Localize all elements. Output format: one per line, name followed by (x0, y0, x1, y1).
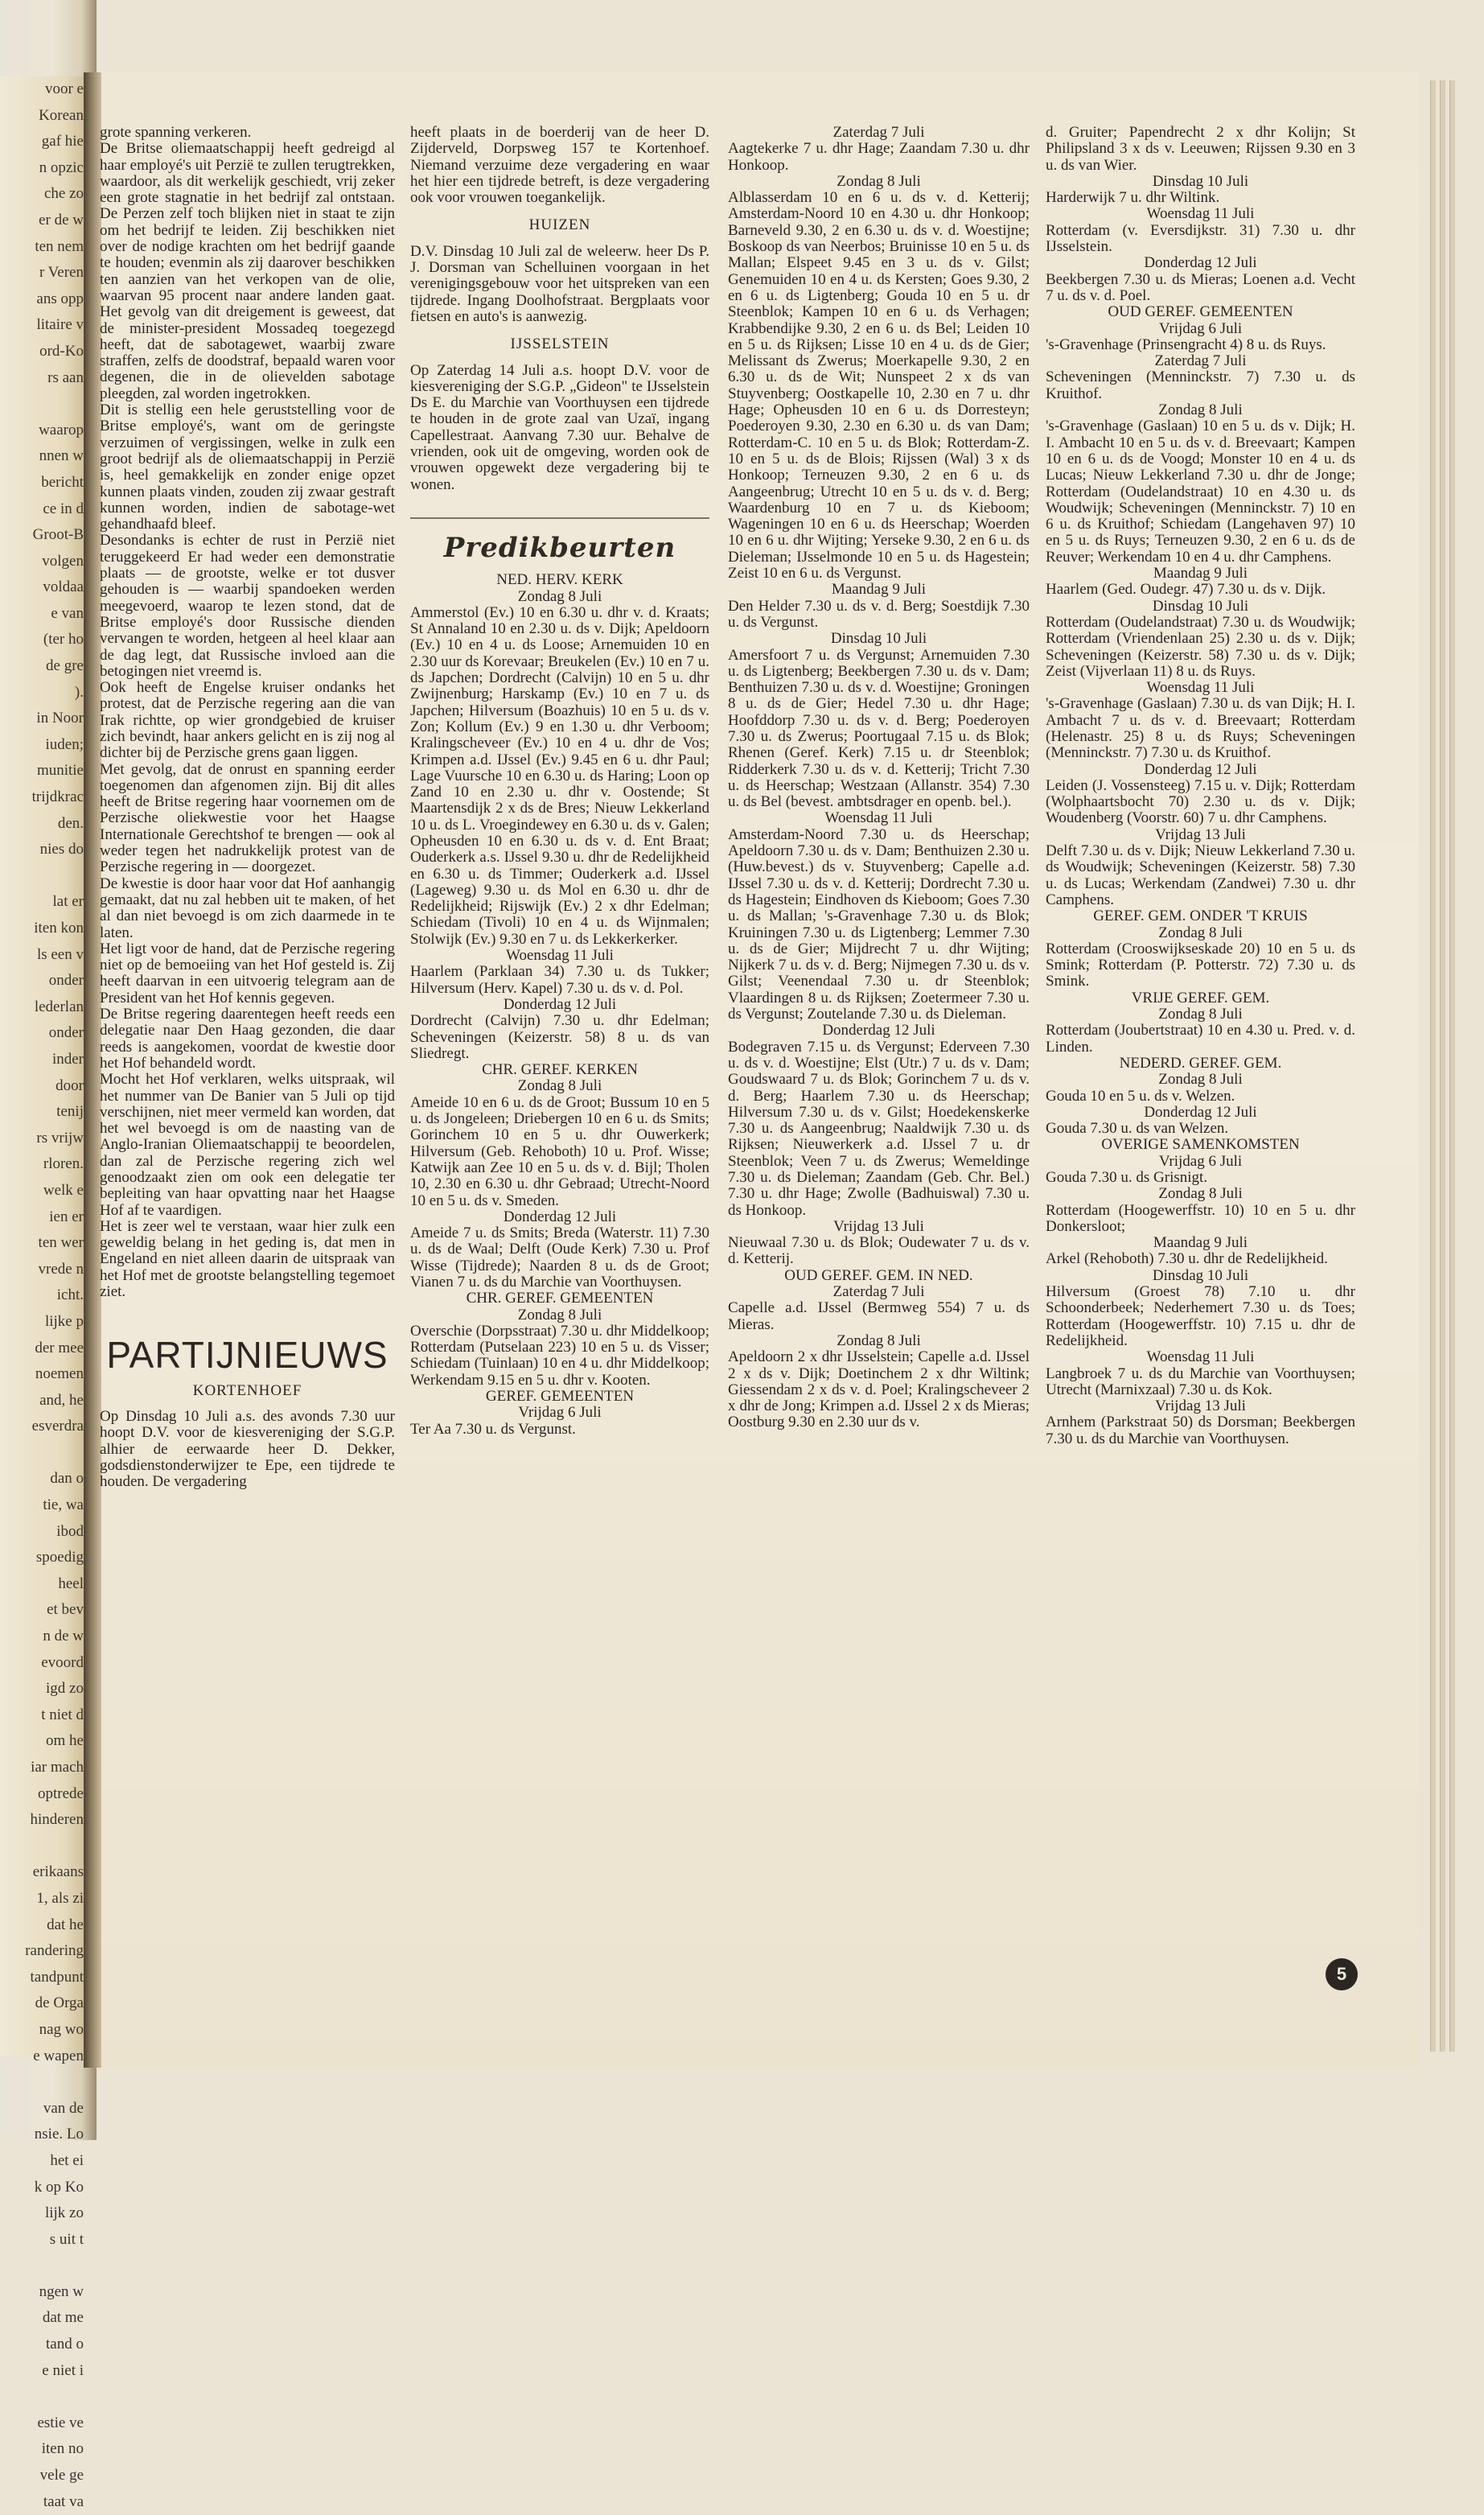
previous-page-fragment: rloren. (43, 1155, 84, 1173)
previous-page-fragment: litaire v (36, 316, 84, 334)
listing-text: Haarlem (Ged. Oudegr. 47) 7.30 u. ds v. Dijk. (1046, 581, 1326, 599)
previous-page-fragment: lederlan (34, 998, 84, 1015)
date-heading: Zondag 8 Juli (1158, 1185, 1243, 1203)
listing-text: Arnhem (Parkstraat 50) ds Dorsman; Beekbergen 7.30 u. ds du Marchie van Voorthuysen. (1046, 1414, 1355, 1447)
page-edge (1440, 80, 1445, 2052)
listing-text: 's-Gravenhage (Gaslaan) 7.30 u. ds van Dijk; H. I. Ambacht 7 u. ds v. d. Breevaart; Rotterdam (Helenastr. 25) 8 u. ds Ruys; Scheveningen (Menninckstr. 7) 7.30 u. ds Kruithof. (1046, 695, 1355, 762)
article-paragraph: D.V. Dinsdag 10 Juli zal de weleerw. heer Ds P. J. Dorsman van Schelluinen voorgaan in het verenigingsgebouw voor het uitspreken van een tijdrede. Ingang Doolhofstraat. Bergplaats voor fietsen en auto's is aanwezig. (410, 242, 709, 325)
date-heading: Vrijdag 13 Juli (1155, 825, 1246, 843)
article-paragraph: Het is zeer wel te verstaan, waar hier zulk een geweldig belang in het geding is, dat men in Engeland en niet alleen daarin de uitspraak van het Hof met de grootste belangstelling tegemoet ziet. (100, 1217, 395, 1301)
previous-page-fragment: der mee (35, 1339, 84, 1356)
listing-text: Leiden (J. Vossensteeg) 7.15 u. v. Dijk; Rotterdam (Wolphaartsbocht 70) 2.30 u. ds v. Dijk; Woudenberg (Voorstr. 60) 7 u. dhr Camphens. (1046, 776, 1355, 827)
date-heading: Vrijdag 13 Juli (1155, 1397, 1246, 1415)
church-heading: CHR. GEREF. GEMEENTEN (466, 1290, 654, 1307)
date-heading: Donderdag 12 Juli (503, 1208, 617, 1225)
date-heading: Dinsdag 10 Juli (830, 630, 927, 648)
previous-page-fragment: r Veren (39, 264, 84, 282)
church-heading: VRIJE GEREF. GEM. (1131, 989, 1270, 1006)
previous-page-fragment: lijk zo (44, 2204, 84, 2222)
article-paragraph: Dit is stellig een hele geruststelling voor de Britse employé's, want om de geringste verzuimen of vergissingen, welke in zulk een groot bedrijf als de oliemaatschappij in Perzië is, heel gemakkelijk en zonder enige opzet kunnen plaats vinden, zouden zij zwaar gestraft kunnen worden, indien de sabotage-wet gehandhaafd bleef. (100, 401, 395, 533)
previous-page-fragment: ngen w (39, 2282, 84, 2300)
listing-text: Apeldoorn 2 x dhr IJsselstein; Capelle a.d. IJssel 2 x ds v. Dijk; Doetinchem 2 x dhr Wiltink; Giessendam 2 x ds v. d. Poel; Kralingscheveer 2 x dhr de Jong; Krimpen a.d. IJssel 2 x ds Mieras; Oostburg 9.30 en 2.30 uur ds v. (728, 1348, 1030, 1431)
previous-page-fragment: welk e (43, 1181, 84, 1199)
date-heading: Maandag 9 Juli (1153, 565, 1248, 582)
previous-page-fragment: randering (25, 1942, 84, 1960)
date-heading: Dinsdag 10 Juli (1152, 1266, 1249, 1284)
article-paragraph: heeft plaats in de boerderij van de heer D. Zijderveld, Dorpsweg 157 te Kortenhoef. Niemand verzuime deze vergadering en waar het hier een tijdrede betreft, is deze vergadering ook voor vrouwen toegankelijk. (410, 124, 709, 207)
previous-page-fragment: spoedig (35, 1549, 84, 1566)
church-heading: NED. HERV. KERK (496, 571, 623, 589)
previous-page-fragment: trijdkrac (31, 788, 84, 806)
listing-text: Rotterdam (v. Eversdijkstr. 31) 7.30 u. dhr IJsselstein. (1046, 221, 1355, 256)
section-heading: HUIZEN (528, 216, 591, 234)
article-paragraph: Ook heeft de Engelse kruiser ondanks het protest, dat de Perzische regering aan die van Irak richtte, op wier grondgebied de kruiser zich bevindt, haar ankers gelicht en is zij nog al dichter bij de Perzische grens gaan liggen. (100, 679, 395, 762)
previous-page-fragment: 1, als zi (36, 1889, 84, 1907)
date-heading: Zondag 8 Juli (517, 1077, 602, 1095)
previous-page-fragment: iten no (41, 2440, 84, 2458)
date-heading: Zondag 8 Juli (517, 1306, 602, 1323)
listing-text: Ameide 7 u. ds Smits; Breda (Waterstr. 11) 7.30 u. ds de Waal; Delft (Oude Kerk) 7.30 u. Prof Wisse (Tijdrede); Naarden 8 u. ds de Groot; Vianen 7 u. ds du Marchie van Voorthuysen. (410, 1225, 709, 1290)
page-edge (1449, 80, 1455, 2052)
date-heading: Donderdag 12 Juli (1144, 760, 1257, 778)
section-heading: IJSSELSTEIN (510, 335, 610, 353)
date-heading: Zondag 8 Juli (837, 172, 921, 190)
previous-page-fragment (0, 2069, 90, 2096)
previous-page-fragment: de Orga (35, 1994, 84, 2012)
date-heading: Maandag 9 Juli (1153, 1234, 1248, 1252)
date-heading: Donderdag 12 Juli (1144, 254, 1257, 272)
previous-page-fragment: evoord (41, 1653, 84, 1671)
date-heading: Vrijdag 6 Juli (1158, 1152, 1243, 1170)
column-2 (410, 125, 709, 1438)
previous-page-fragment: de gre (46, 657, 84, 675)
previous-page-fragment: erikaans (32, 1863, 84, 1881)
previous-page-fragment: munitie (36, 762, 84, 780)
previous-page-fragment: iar mach (31, 1759, 84, 1776)
date-heading: Woensdag 11 Juli (1146, 205, 1255, 223)
listing-text: Haarlem (Parklaan 34) 7.30 u. ds Tukker; Hilversum (Herv. Kapel) 7.30 u. ds v. d. Pol. (410, 963, 709, 997)
previous-page-fragment: in Noor (36, 710, 84, 727)
listing-text: Beekbergen 7.30 u. ds Mieras; Loenen a.d. Vecht 7 u. ds v. d. Poel. (1046, 270, 1355, 304)
previous-page-fragment: k op Ko (34, 2178, 84, 2196)
listing-text: Gouda 7.30 u. ds Grisnigt. (1046, 1169, 1208, 1186)
article-paragraph: Desondanks is echter de rust in Perzië niet teruggekeerd Er had weder een demonstratie plaats — de grootste, welke er tot dusver gehouden is — waarbij spandoeken werden meegevoerd, waarop te lezen stond, dat de Britse employé's door Russische dienden vervangen te worden, hetgeen al heel klaar aan de dag legt, dat Russische invloed aan die betogingen niet vreemd is. (100, 532, 395, 680)
previous-page-fragment: noemen (35, 1365, 84, 1383)
church-heading: OUD GEREF. GEMEENTEN (1108, 303, 1293, 321)
listing-text: Rotterdam (Joubertstraat) 10 en 4.30 u. Pred. v. d. Linden. (1046, 1022, 1355, 1056)
previous-page-fragment: inder (51, 1050, 84, 1068)
date-heading: Woensdag 11 Juli (1146, 679, 1255, 697)
previous-page-fragment: esverdra (31, 1418, 84, 1435)
previous-page-fragment: ibod (56, 1522, 84, 1540)
previous-page-fragment (0, 2384, 90, 2410)
listing-text: Delft 7.30 u. ds v. Dijk; Nieuw Lekkerland 7.30 u. ds Woudwijk; Scheveningen (Keizerstr. 58) 7.30 u. ds Lucas; Werkendam (Zandwei) 7.30 u. dhr Camphens. (1046, 842, 1355, 908)
listing-text: Gouda 7.30 u. ds van Welzen. (1046, 1120, 1229, 1138)
previous-page-fragments (0, 76, 90, 2515)
section-heading: KORTENHOEF (192, 1381, 302, 1399)
listing-text: Amersfoort 7 u. ds Vergunst; Arnemuiden 7.30 u. ds Ligtenberg; Beekbergen 7.30 u. ds v. Dam; Benthuizen 7.30 u. ds v. d. Woestijne; Groningen 8 u. ds de Gier; Hedel 7.30 u. dhr Hage; Hoofddorp 7.30 u. ds v. d. Berg; Poederoyen 7.30 u. ds Zwerus; Poortugaal 7.15 u. ds Blok; Rhenen (Geref. Kerk) 7.15 u. dr Steenblok; Ridderkerk 7.30 u. ds v. d. Ketterij; Tricht 7.30 u. ds Heerschap; Westzaan (Allanstr. 354) 7.30 u. ds Bel (bevest. ambtsdrager en openb. bel.). (728, 646, 1030, 811)
previous-page-fragment: ce in d (43, 500, 84, 517)
previous-page-fragment: onder (48, 972, 84, 990)
listing-text: Amsterdam-Noord 7.30 u. ds Heerschap; Apeldoorn 7.30 u. ds v. Dam; Benthuizen 2.30 u. (Huw.bevest.) ds v. Stuyvenberg; Capelle a.d. IJssel 7.30 u. ds v. d. Ketterij; Dordrecht 7.30 u. ds Hagestein; Eindhoven ds Kieboom; Goes 7.30 u. ds Mallan; 's-Gravenhage 7.30 u. ds Blok; Kruiningen 7.30 u. ds Ligtenberg; Lemmer 7.30 u. ds de Gier; Mijdrecht 7 u. dhr Wijting; Nijkerk 7 u. ds v. d. Berg; Nijmegen 7.30 u. ds v. Gilst; Veenendaal 7.30 u. dr Steenblok; Vlaardingen 8 u. ds Rijksen; Zoetermeer 7.30 u. ds Vergunst; Zoutelande 7.30 u. ds Dieleman. (728, 825, 1030, 1023)
page-number: 5 (1326, 1958, 1358, 1990)
previous-page-fragment: het ei (50, 2151, 84, 2169)
listing-text: Arkel (Rehoboth) 7.30 u. dhr de Redelijkheid. (1046, 1250, 1328, 1268)
previous-page-fragment: ten wer (38, 1234, 84, 1252)
previous-page-fragment: nies do (39, 841, 84, 858)
article-paragraph: Mocht het Hof verklaren, welks uitspraak, wil het nummer van De Banier van 5 Juli op tijd verschijnen, niet meer vermeld kan worden, dat het wel bevoegd is om de naasting van de Anglo-Iranian Oliemaatschappij te beoordelen, dan zal de Perzische regering zich wel genoodzaakt zien om ook een delegatie ter bepleiting van haar opvatting naar het Haagse Hof af te vaardigen. (100, 1071, 395, 1219)
listing-text: d. Gruiter; Papendrecht 2 x dhr Kolijn; St Philipsland 3 x ds v. Leeuwen; Rijssen 9.30 en 3 u. ds van Wier. (1046, 124, 1355, 174)
date-heading: Woensdag 11 Juli (1146, 1348, 1255, 1366)
date-heading: Woensdag 11 Juli (824, 809, 933, 827)
previous-page-fragment: n opzic (39, 158, 84, 176)
listing-text: Ameide 10 en 6 u. ds de Groot; Bussum 10 en 5 u. ds Jongeleen; Driebergen 10 en 6 u. ds Smits; Gorinchem 10 en 5 u. dhr Ouwerkerk; Hilversum (Geb. Rehoboth) 10 u. Prof. Wisse; Katwijk aan Zee 10 en 5 u. ds v. d. Bijl; Tholen 10, 2.30 en 6.30 u. dhr Gebraad; Utrecht-Noord 10 en 5 u. ds v. Smeden. (410, 1093, 709, 1209)
article-paragraph: Het ligt voor de hand, dat de Perzische regering niet op de bemoeiing van het Hof gesteld is. Zij heeft daarvan in een uitvoerig telegram aan de President van het Hof kennis gegeven. (100, 940, 395, 1006)
column-4 (1046, 125, 1355, 1447)
previous-page-fragment: and, he (39, 1391, 84, 1409)
previous-page-fragment: nag wo (39, 2020, 84, 2038)
column-1 (100, 125, 395, 1490)
previous-page-fragment: nsie. Lo (34, 2126, 84, 2143)
previous-page-fragment: et bev (47, 1601, 84, 1619)
listing-text: Harderwijk 7 u. dhr Wiltink. (1046, 189, 1220, 207)
listing-text: Rotterdam (Oudelandstraat) 7.30 u. ds Woudwijk; Rotterdam (Vriendenlaan 25) 2.30 u. ds v. Dijk; Scheveningen (Keizerstr. 58) 7.30 u. ds v. Dijk; Zeist (Vijverlaan 11) 8 u. ds Ruys. (1046, 613, 1355, 680)
previous-page-fragment: che zo (43, 185, 84, 203)
listing-text: Rotterdam (Crooswijkseskade 20) 10 en 5 u. ds Smink; Rotterdam (P. Potterstr. 72) 7.30 u. ds Smink. (1046, 940, 1355, 990)
previous-page-fragment: iuden; (45, 735, 84, 753)
previous-page-fragment: tand o (46, 2336, 84, 2353)
article-paragraph: Met gevolg, dat de onrust en spanning eerder toegenomen dan afgenomen zijn. Bij dit alles heeft de Britse regering haar voornemen om de Perzische oliekwestie voor het Haagse Internationale Gerechtshof te brengen — ook al weder tegen het nadrukkelijk protest van de Perzische regering in — doorgezet. (100, 760, 395, 876)
previous-page-fragment: ls een v (36, 945, 84, 963)
listing-text: 's-Gravenhage (Gaslaan) 10 en 5 u. ds v. Dijk; H. I. Ambacht 10 en 5 u. ds v. d. Breevaart; Kampen 10 en 6 u. ds de Voogd; Monster 10 en 4 u. ds Lucas; Nieuw Lekkerland 7.30 u. dhr de Jonge; Rotterdam (Oudelandstraat) 10 en 4.30 u. ds Woudwijk; Scheveningen (Menninckstr. 7) 10 en 6 u. ds Kruithof; Schiedam (Langehaven 97) 10 en 5 u. ds Ruys; Terneuzen 9.30, 2 en 6 u. ds de Reuver; Werkendam 10 en 4 u. dhr Camphens. (1046, 418, 1355, 566)
previous-page-fragment: nnen w (39, 447, 84, 465)
page-gutter (84, 72, 101, 2068)
partijnieuws-heading: PARTIJNIEUWS (106, 1334, 388, 1377)
previous-page-edge (0, 76, 92, 2510)
listing-text: Aagtekerke 7 u. dhr Hage; Zaandam 7.30 u. dhr Honkoop. (728, 140, 1030, 174)
date-heading: Zondag 8 Juli (1158, 1006, 1243, 1023)
previous-page-fragment: hinderen (30, 1811, 84, 1829)
article-paragraph: De kwestie is door haar voor dat Hof aanhangig gemaakt, dat nu zal hebben uit te maken, of het al dan niet bevoegd is om zich daarmede in te laten. (100, 875, 395, 941)
date-heading: Donderdag 12 Juli (503, 995, 617, 1013)
previous-page-fragment: n de w (43, 1628, 84, 1645)
page-edge (1430, 80, 1436, 2052)
previous-page-fragment: s uit t (49, 2230, 84, 2248)
previous-page-fragment: ). (74, 683, 84, 701)
previous-page-fragment: dan o (50, 1470, 84, 1488)
previous-page-fragment (0, 2253, 90, 2279)
date-heading: Donderdag 12 Juli (1144, 1103, 1257, 1121)
listing-text: Dordrecht (Calvijn) 7.30 u. dhr Edelman; Scheveningen (Keizerstr. 58) 8 u. ds van Sliedregt. (410, 1012, 709, 1062)
column-3 (728, 125, 1030, 1431)
previous-page-fragment: dat me (42, 2309, 84, 2327)
previous-page-fragment: tenij (56, 1103, 84, 1121)
date-heading: Dinsdag 10 Juli (1152, 172, 1249, 190)
previous-page-fragment: vele ge (39, 2467, 84, 2484)
previous-page-fragment: e van (51, 604, 84, 622)
previous-page-fragment: Korean (39, 106, 84, 124)
listing-text: Bodegraven 7.15 u. ds Vergunst; Ederveen 7.30 u. ds v. d. Woestijne; Elst (Utr.) 7 u. ds v. Dam; Goudswaard 7 u. ds Blok; Gorinchem 7 u. ds v. d. Berg; Haarlem 7.30 u. ds Heerschap; Hilversum 7.30 u. ds v. Gilst; Hoedekenskerke 7.30 u. ds Aangeenbrug; Naaldwijk 7.30 u. ds Rijksen; Nieuwerkerk a.d. IJssel 7 u. dr Steenblok; Veen 7 u. ds Zwerus; Wemeldinge 7.30 u. ds Dieleman; Zaandam (Geb. Chr. Bel.) 7.30 u. dhr Hage; Zwolle (Badhuiswal) 7.30 u. ds Honkoop. (728, 1038, 1030, 1219)
date-heading: Donderdag 12 Juli (822, 1022, 935, 1039)
previous-page-fragment: tie, wa (43, 1496, 84, 1514)
predikbeurten-heading: Predikbeurten (443, 531, 676, 564)
previous-page-fragment: er de w (39, 211, 84, 228)
listing-text: Ammerstol (Ev.) 10 en 6.30 u. dhr v. d. Kraats; St Annaland 10 en 2.30 u. ds v. Dijk; Apeldoorn (Ev.) 10 en 4 u. ds Loose; Arnemuiden 10 en 2.30 uur ds Korevaar; Breukelen (Ev.) 10 en 7 u. ds Japchen; Dordrecht (Calvijn) 10 en 5 u. dhr Zwijnenburg; Harskamp (Ev.) 10 en 7 u. ds Japchen; Hilversum (Boazhuis) 10 en 5 u. ds v. Zon; Kollum (Ev.) 9 en 1.30 u. dhr Verboom; Kralingscheveer (Ev.) 10 en 4 u. dhr de Vos; Krimpen a.d. IJssel (Ev.) 9.45 en 6 u. dhr Paul; Lage Vuursche 10 en 6.30 u. ds Haring; Loon op Zand 10 en 2.30 u. dhr v. Oostende; St Maartensdijk 2 x ds de Bres; Nieuw Lekkerland 10 u. ds L. Vroegindewey en 6.30 u. ds v. Galen; Opheusden 10 en 6.30 u. ds v. d. Ent Braat; Ouderkerk a.s. IJssel 9.30 u. dhr de Redelijkheid en 6.30 u. ds Timmer; Ouderkerk a.d. IJssel (Lageweg) 9.30 u. ds Mol en 6.30 u. dhr de Redelijkheid; Rijswijk (Ev.) 2 x dhr Edelman; Schiedam (Tivoli) 10 en 4 u. ds Wijnmalen; Stolwijk (Ev.) 9.30 en 7 u. ds Lekkerkerker. (410, 603, 709, 948)
previous-page-fragment: voor e (44, 80, 84, 97)
listing-text: Scheveningen (Menninckstr. 7) 7.30 u. ds Kruithof. (1046, 368, 1355, 402)
previous-page-fragment: om he (46, 1732, 84, 1750)
previous-page-fragment: rs vrijw (36, 1129, 84, 1146)
previous-page-fragment: bericht (41, 473, 84, 491)
previous-page-fragment (0, 391, 90, 418)
date-heading: Vrijdag 6 Juli (518, 1404, 602, 1422)
previous-page-fragment: optrede (38, 1784, 84, 1802)
previous-page-fragment: heel (58, 1574, 84, 1592)
article-paragraph: grote spanning verkeren. (100, 124, 252, 141)
previous-page-fragment: (ter ho (43, 631, 84, 648)
date-heading: Zaterdag 7 Juli (832, 1283, 925, 1301)
listing-text: Ter Aa 7.30 u. ds Vergunst. (410, 1420, 576, 1438)
previous-page-fragment: van de (43, 2099, 84, 2117)
previous-page-fragment: tandpunt (30, 1968, 84, 1986)
previous-page-fragment: ien er (49, 1208, 84, 1225)
previous-page-fragment: waarop (39, 421, 84, 438)
date-heading: Zondag 8 Juli (1158, 1071, 1243, 1089)
previous-page-fragment: t niet d (41, 1706, 84, 1723)
article-paragraph: Op Zaterdag 14 Juli a.s. hoopt D.V. voor de kiesvereniging der S.G.P. „Gideon" te IJsselstein Ds E. du Marchie van Voorthuysen een tijdrede te houden in de grote zaal van Uzaï, ingang Capellestraat. Aanvang 7.30 uur. Behalve de vrienden, ook uit de omgeving, worden ook de vrouwen opgewekt deze vergadering bij te wonen. (410, 361, 709, 493)
listing-text: 's-Gravenhage (Prinsengracht 4) 8 u. ds Ruys. (1046, 335, 1326, 353)
previous-page-fragment: volgen (42, 552, 84, 570)
church-heading: NEDERD. GEREF. GEM. (1119, 1054, 1282, 1072)
previous-page-fragment: iten kon (34, 920, 84, 936)
article-paragraph: De Britse oliemaatschappij heeft gedreigd al haar employé's uit Perzië te zullen terugtrekken, waardoor, als dit werkelijk geschiedt, vrij zeker een grote stagnatie in het bedrijf zal ontstaan. De Perzen zelf toch blijken niet in staat te zijn om het bedrijf te leiden. Zij beschikken niet over de nodige krachten om het bedrijf gaande te houden; evenmin als zij daarover beschikken ten aanzien van het verkopen van de olie, waarvan 95 procent naar andere landen gaat. Het gevolg van dit dreigement is geweest, dat de minister-president Mossadeq toegezegd heeft, dat de sabotagewet, waarbij zware straffen, zelfs de doodstraf, bepaald waren voor degenen, die in de olievelden sabotage pleegden, zal worden ingetrokken. (100, 140, 395, 402)
date-heading: Woensdag 11 Juli (506, 947, 614, 965)
previous-page-fragment: estie ve (37, 2414, 84, 2431)
previous-page-fragment: taat va (43, 2492, 84, 2510)
listing-text: Nieuwaal 7.30 u. ds Blok; Oudewater 7 u. ds v. d. Ketterij. (728, 1234, 1030, 1268)
listing-text: Langbroek 7 u. ds du Marchie van Voorthuysen; Utrecht (Marnixzaal) 7.30 u. ds Kok. (1046, 1365, 1355, 1398)
listing-text: Hilversum (Groest 78) 7.10 u. dhr Schoonderbeek; Nederhemert 7.30 u. ds Toes; Rotterdam (Hoogewerffstr. 10) 7.15 u. dhr de Redelijkheid. (1046, 1283, 1355, 1349)
date-heading: Dinsdag 10 Juli (1152, 597, 1249, 615)
listing-text: Den Helder 7.30 u. ds v. d. Berg; Soestdijk 7.30 u. ds Vergunst. (728, 597, 1030, 631)
date-heading: Vrijdag 13 Juli (833, 1217, 924, 1235)
previous-page-fragment: Groot-B (32, 526, 84, 544)
listing-text: Rotterdam (Hoogewerffstr. 10) 10 en 5 u. dhr Donkersloot; (1046, 1201, 1355, 1235)
previous-page-fragment: lijke p (44, 1312, 84, 1330)
previous-page-fragment: icht. (56, 1286, 84, 1304)
previous-page-fragment (0, 1440, 90, 1467)
church-heading: CHR. GEREF. KERKEN (482, 1061, 638, 1079)
divider (410, 517, 709, 519)
previous-page-fragment (0, 863, 90, 890)
previous-page-fragment: ans opp (36, 290, 84, 307)
listing-text: Gouda 10 en 5 u. ds v. Welzen. (1046, 1087, 1235, 1105)
date-heading: Vrijdag 6 Juli (1158, 319, 1243, 337)
previous-page-fragment (0, 1834, 90, 1860)
previous-page-fragment: den. (57, 814, 84, 832)
previous-page-fragment: e wapen (33, 2047, 84, 2064)
previous-page-fragment: onder (48, 1024, 84, 1042)
date-heading: Zondag 8 Juli (1158, 401, 1243, 419)
date-heading: Zondag 8 Juli (517, 587, 602, 605)
listing-text: Alblasserdam 10 en 6 u. ds v. d. Ketterij; Amsterdam-Noord 10 en 4.30 u. dhr Honkoop; Barneveld 9.30, 2 en 6.30 u. ds v. d. Woestijne; Boskoop ds van Neerbos; Bruinisse 10 en 5 u. ds Mallan; Elspeet 9.45 en 3 u. ds v. Gilst; Genemuiden 10 en 4 u. ds Kersten; Goes 9.30, 2 en 6 u. ds Ligtenberg; Gouda 10 en 5 u. dr Steenblok; Kampen 10 en 6 u. ds Verhagen; Krabbendijke 9.30, 2 en 6 u. ds Bel; Leiden 10 en 5 u. ds Rijksen; Lisse 10 en 4 u. ds de Gier; Melissant ds Zwerus; Moerkapelle 9.30, 2 en 6.30 u. ds de Wit; Nunspeet 2 x ds van Stuyvenberg; Oostkapelle 10, 2.30 en 7 u. dhr Hage; Opheusden 10 en 6 u. ds Dorresteyn; Poederoyen 9.30, 2.30 en 6.30 u. ds van Dam; Rotterdam-C. 10 en 5 u. ds Blok; Rotterdam-Z. 10 en 5 u. ds de Blois; Rijssen (Wal) 3 x ds Honkoop; Terneuzen 9.30, 2 en 6 u. ds Aangeenbrug; Utrecht 10 en 5 u. ds v. d. Berg; Waardenburg 10 en 7 u. ds Kieboom; Wageningen 10 en 6 u. ds Heerschap; Woerden 10 en 6 u. dhr Wijting; Yerseke 9.30, 2 en 6 u. ds Dieleman; IJsselmonde 10 en 5 u. ds Hagestein; Zeist 10 en 6 u. ds Vergunst. (728, 189, 1030, 582)
listing-text: Overschie (Dorpsstraat) 7.30 u. dhr Middelkoop; Rotterdam (Putselaan 223) 10 en 5 u. ds Visser; Schiedam (Tuinlaan) 10 en 4 u. dhr Middelkoop; Werkendam 9.15 en 5 u. dhr v. Kooten. (410, 1322, 710, 1389)
article-paragraph: Op Dinsdag 10 Juli a.s. des avonds 7.30 uur hoopt D.V. voor de kiesvereniging der S.G.P. alhier de eerwaarde heer D. Dekker, godsdienstonderwijzer te Epe, een tijdrede te houden. De vergadering (100, 1407, 395, 1491)
previous-page-fragment: door (55, 1076, 84, 1094)
date-heading: Zondag 8 Juli (837, 1332, 921, 1349)
date-heading: Zondag 8 Juli (1158, 924, 1243, 941)
date-heading: Maandag 9 Juli (831, 581, 927, 599)
date-heading: Zaterdag 7 Juli (832, 124, 925, 141)
previous-page-fragment: lat er (52, 893, 84, 911)
previous-page-fragment: igd zo (46, 1680, 84, 1698)
church-heading: GEREF. GEMEENTEN (485, 1388, 635, 1406)
previous-page-fragment: rs aan (47, 368, 84, 386)
previous-page-fragment: vrede n (38, 1260, 84, 1278)
church-heading: OVERIGE SAMENKOMSTEN (1101, 1136, 1300, 1154)
previous-page-fragment: voldaa (43, 578, 84, 596)
previous-page-fragment: ten nem (35, 237, 84, 255)
previous-page-fragment: gaf hie (41, 133, 84, 150)
previous-page-fragment: e niet i (42, 2361, 84, 2379)
previous-page-fragment: dat he (47, 1916, 84, 1933)
church-heading: GEREF. GEM. ONDER 'T KRUIS (1093, 908, 1308, 925)
listing-text: Capelle a.d. IJssel (Bermweg 554) 7 u. ds Mieras. (728, 1299, 1030, 1333)
article-paragraph: De Britse regering daarentegen heeft reeds een delegatie naar Den Haag gezonden, die daar reeds is aangekomen, voordat de kwestie door het Hof behandeld wordt. (100, 1006, 395, 1072)
church-heading: OUD GEREF. GEM. IN NED. (784, 1266, 973, 1284)
previous-page-fragment: ord-Ko (39, 342, 84, 360)
date-heading: Zaterdag 7 Juli (1154, 352, 1247, 370)
